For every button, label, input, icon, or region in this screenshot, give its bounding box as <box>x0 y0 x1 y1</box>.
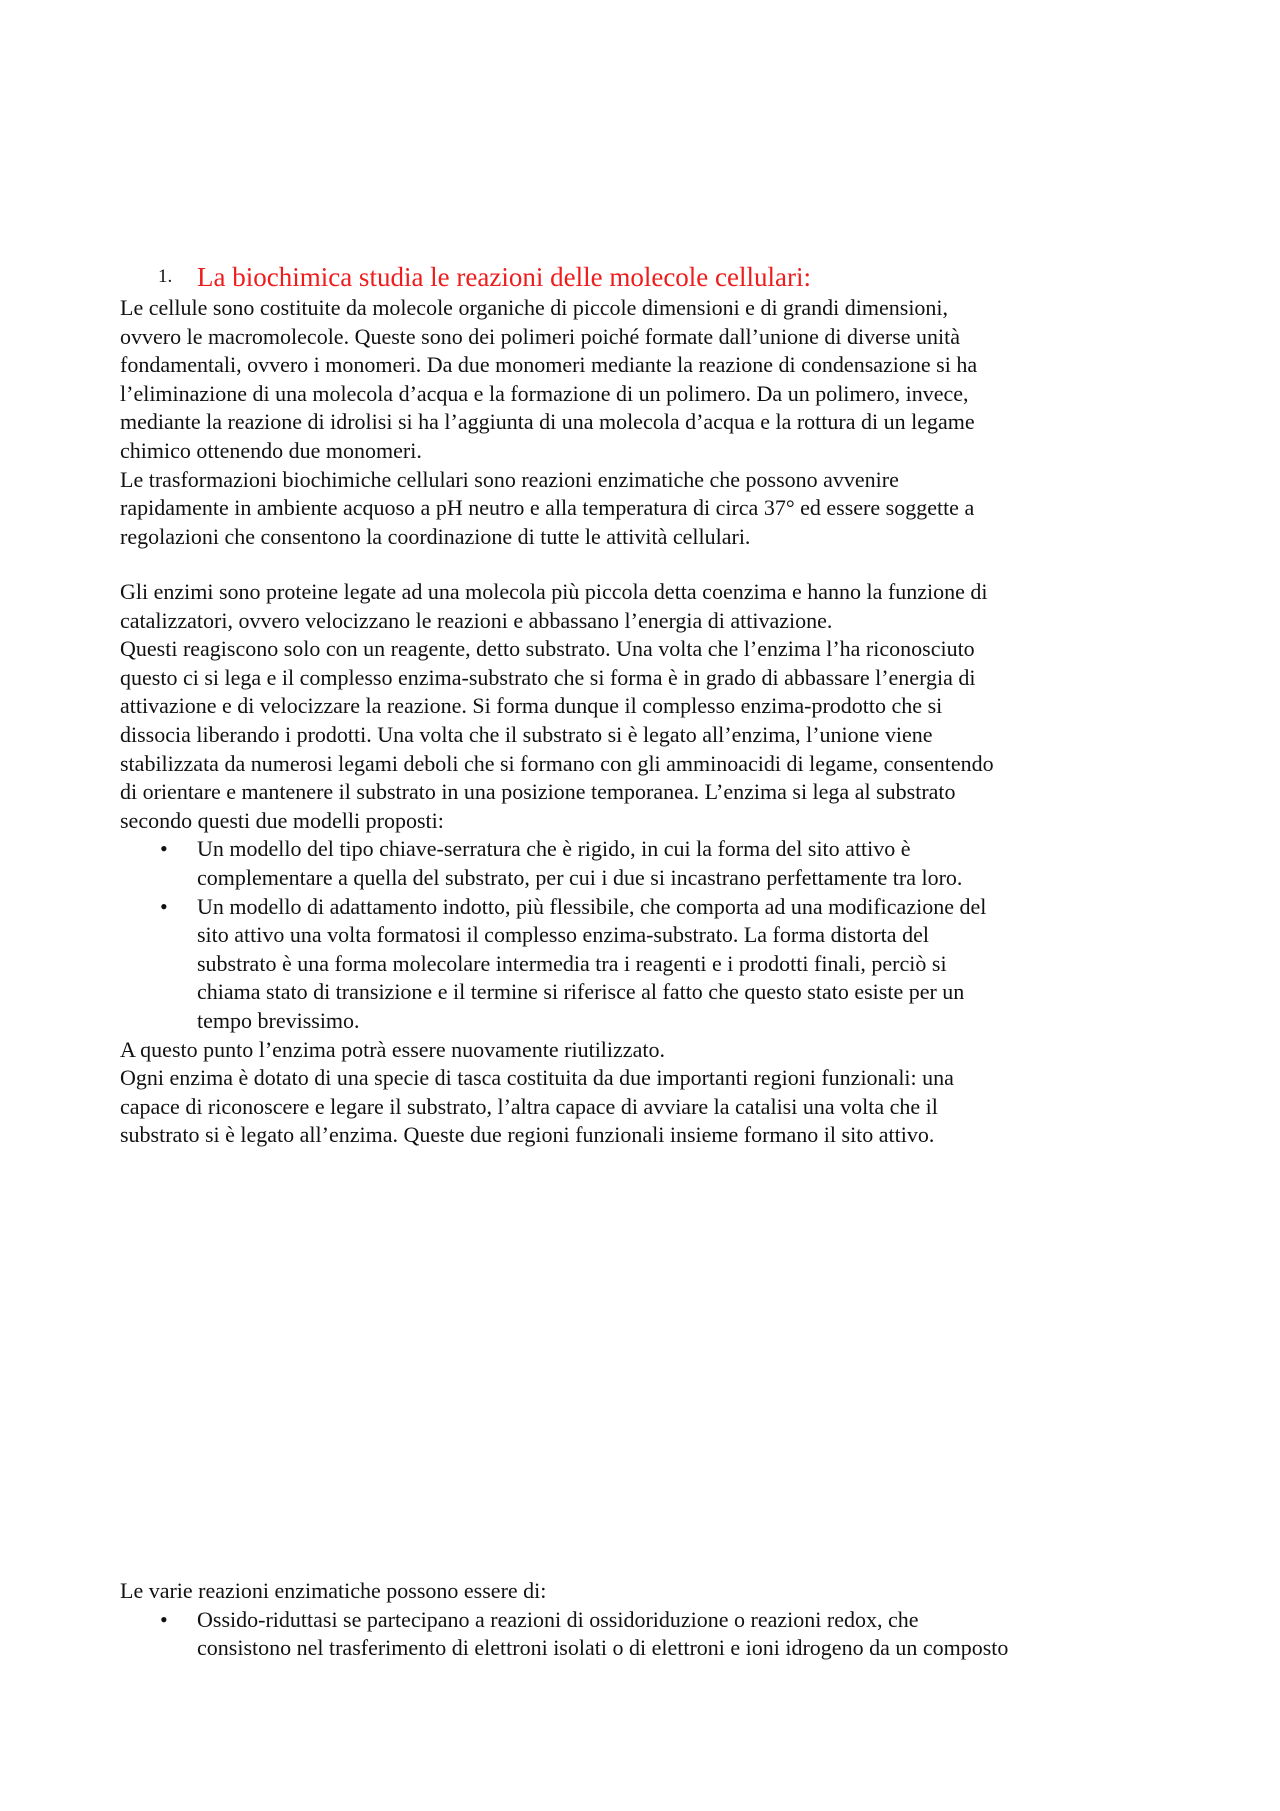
text-line: chimico ottenendo due monomeri. <box>120 437 422 463</box>
text-line: complementare a quella del substrato, per cui i due si incastrano perfettamente tra loro. <box>197 864 963 890</box>
text-line: consistono nel trasferimento di elettroni isolati o di elettroni e ioni idrogeno da un composto <box>197 1635 1009 1661</box>
list-item <box>120 1606 1165 1663</box>
text-line: Un modello del tipo chiave-serratura che è rigido, in cui la forma del sito attivo è <box>197 836 911 862</box>
text-line: Questi reagiscono solo con un reagente, detto substrato. Una volta che l’enzima l’ha riconosciuto <box>120 636 975 662</box>
text-line: secondo questi due modelli proposti: <box>120 807 444 833</box>
section-1-body <box>120 294 1165 551</box>
text-line: Un modello di adattamento indotto, più flessibile, che comporta ad una modificazione del <box>197 893 987 919</box>
text-line: questo ci si lega e il complesso enzima-substrato che si forma è in grado di abbassare l’energia di <box>120 664 976 690</box>
text-line: attivazione e di velocizzare la reazione. Si forma dunque il complesso enzima-prodotto che si <box>120 693 943 719</box>
bullet-icon: • <box>160 1606 168 1632</box>
text-line: substrato si è legato all’enzima. Queste due regioni funzionali insieme formano il sito attivo. <box>120 1122 935 1148</box>
text-line: capace di riconoscere e legare il substrato, l’altra capace di avviare la catalisi una volta che il <box>120 1093 938 1119</box>
text-line: dissocia liberando i prodotti. Una volta che il substrato si è legato all’enzima, l’unione viene <box>120 721 933 747</box>
paragraph-sito-attivo <box>120 1064 1165 1150</box>
bullet-list-models <box>120 835 1165 1035</box>
section-2-body <box>120 578 1165 1150</box>
paragraph-enzimi <box>120 578 1165 635</box>
list-item <box>120 835 1165 892</box>
text-line: substrato è una forma molecolare intermedia tra i reagenti e i prodotti finali, perciò si <box>197 950 947 976</box>
text-line: catalizzatori, ovvero velocizzano le reazioni e abbassano l’energia di attivazione. <box>120 607 833 633</box>
text-line: chiama stato di transizione e il termine si riferisce al fatto che questo stato esiste per un <box>197 979 965 1005</box>
text-line: stabilizzata da numerosi legami deboli che si formano con gli amminoacidi di legame, consentendo <box>120 750 994 776</box>
text-line: Le trasformazioni biochimiche cellulari sono reazioni enzimatiche che possono avvenire <box>120 466 899 492</box>
text-line: mediante la reazione di idrolisi si ha l’aggiunta di una molecola d’acqua e la rottura di un legame <box>120 409 975 435</box>
heading-number: 1. <box>158 266 173 287</box>
text-line: Ogni enzima è dotato di una specie di tasca costituita da due importanti regioni funzionali: una <box>120 1065 954 1091</box>
text-line: Le cellule sono costituite da molecole organiche di piccole dimensioni e di grandi dimensioni, <box>120 295 949 320</box>
text-line: sito attivo una volta formatosi il complesso enzima-substrato. La forma distorta del <box>197 922 929 948</box>
section-heading <box>120 260 1165 296</box>
text-line: di orientare e mantenere il substrato in una posizione temporanea. L’enzima si lega al substrato <box>120 779 956 805</box>
paragraph-reazioni-intro <box>120 1577 1165 1606</box>
section-3-body <box>120 1577 1165 1663</box>
text-line: Gli enzimi sono proteine legate ad una molecola più piccola detta coenzima e hanno la funzione di <box>120 579 988 604</box>
list-item <box>120 893 1165 1036</box>
text-line: rapidamente in ambiente acquoso a pH neutro e alla temperatura di circa 37° ed essere soggette a <box>120 495 975 521</box>
bullet-icon: • <box>160 836 168 862</box>
paragraph-substrato <box>120 635 1165 835</box>
paragraph-riutilizzo <box>120 1036 1165 1065</box>
text-line: l’eliminazione di una molecola d’acqua e la formazione di un polimero. Da un polimero, invece, <box>120 380 969 406</box>
text-line: fondamentali, ovvero i monomeri. Da due monomeri mediante la reazione di condensazione si ha <box>120 352 978 378</box>
text-line: ovvero le macromolecole. Queste sono dei polimeri poiché formate dall’unione di diverse unità <box>120 323 961 349</box>
bullet-icon: • <box>160 893 168 919</box>
text-line: regolazioni che consentono la coordinazione di tutte le attività cellulari. <box>120 523 751 549</box>
text-line: Ossido-riduttasi se partecipano a reazioni di ossidoriduzione o reazioni redox, che <box>197 1606 919 1632</box>
text-line: A questo punto l’enzima potrà essere nuovamente riutilizzato. <box>120 1036 665 1062</box>
bullet-list-reazioni <box>120 1606 1165 1663</box>
paragraph-cellule <box>120 294 1165 466</box>
text-line: tempo brevissimo. <box>197 1007 360 1033</box>
paragraph-trasformazioni <box>120 466 1165 552</box>
text-line: Le varie reazioni enzimatiche possono essere di: <box>120 1578 547 1603</box>
heading-title: La biochimica studia le reazioni delle molecole cellulari: <box>197 262 811 292</box>
